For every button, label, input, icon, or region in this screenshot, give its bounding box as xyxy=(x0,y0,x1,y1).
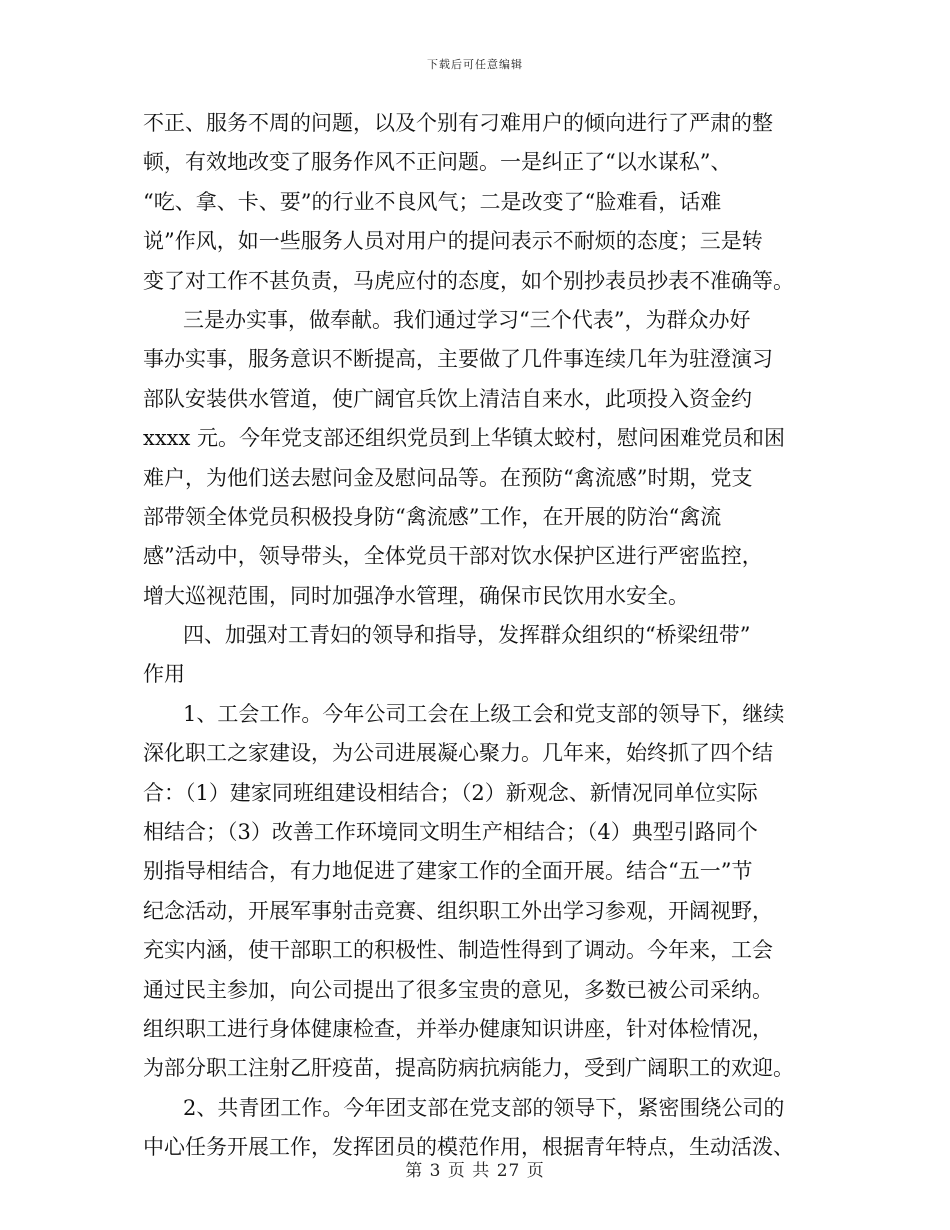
text-line: 相结合；（3）改善工作环境同文明生产相结合；（4）典型引路同个 xyxy=(143,820,758,845)
text-line: 通过民主参加，向公司提出了很多宝贵的意见，多数已被公司采纳。 xyxy=(143,977,773,1002)
text-line: 合：（1）建家同班组建设相结合；（2）新观念、新情况同单位实际 xyxy=(143,780,758,805)
text-line: 部队安装供水管道，使广阔官兵饮上清洁自来水，此项投入资金约 xyxy=(143,386,752,411)
text-line: 说”作风，如一些服务人员对用户的提问表示不耐烦的态度；三是转 xyxy=(143,229,763,254)
text-line: 组织职工进行身体健康检查，并举办健康知识讲座，针对体检情况， xyxy=(143,1016,773,1041)
text-line: 难户，为他们送去慰问金及慰问品等。在预防“禽流感”时期，党支 xyxy=(143,465,753,490)
text-line: 别指导相结合，有力地促进了建家工作的全面开展。结合“五一”节 xyxy=(143,859,753,884)
text-line: 顿，有效地改变了服务作风不正问题。一是纠正了“以水谋私”、 xyxy=(143,150,732,175)
page-number-footer: 第 3 页 共 27 页 xyxy=(405,1161,545,1181)
text-line: 事办实事，服务意识不断提高，主要做了几件事连续几年为驻澄演习 xyxy=(143,347,773,372)
section-heading-line: 作用 xyxy=(143,662,185,687)
text-line: “吃、拿、卡、要”的行业不良风气；二是改变了“脸难看，话难 xyxy=(143,189,722,214)
document-body xyxy=(143,104,813,1168)
paragraph-start-line: 2、共青团工作。今年团支部在党支部的领导下，紧密围绕公司的 xyxy=(183,1095,785,1120)
text-line: xxxx 元。今年党支部还组织党员到上华镇太蛟村，慰问困难党员和困 xyxy=(143,426,786,451)
text-line: 部带领全体党员积极投身防“禽流感”工作，在开展的防治“禽流 xyxy=(143,504,722,529)
text-line: 纪念活动，开展军事射击竞赛、组织职工外出学习参观，开阔视野， xyxy=(143,898,773,923)
paragraph-start-line: 1、工会工作。今年公司工会在上级工会和党支部的领导下，继续 xyxy=(183,701,785,726)
text-line: 增大巡视范围，同时加强净水管理，确保市民饮用水安全。 xyxy=(143,583,689,608)
text-line: 深化职工之家建设，为公司进展凝心聚力。几年来，始终抓了四个结 xyxy=(143,741,773,766)
text-line: 为部分职工注射乙肝疫苗，提高防病抗病能力，受到广阔职工的欢迎。 xyxy=(143,1056,794,1081)
section-heading-line: 四、加强对工青妇的领导和指导，发挥群众组织的“桥梁纽带” xyxy=(183,623,751,648)
page-header-note: 下载后可任意编辑 xyxy=(427,58,523,71)
text-line: 不正、服务不周的问题，以及个别有刁难用户的倾向进行了严肃的整 xyxy=(143,111,773,135)
text-line: 变了对工作不甚负责，马虎应付的态度，如个别抄表员抄表不准确等。 xyxy=(143,268,794,293)
text-line: 中心任务开展工作，发挥团员的模范作用，根据青年特点，生动活泼、 xyxy=(143,1135,794,1160)
text-line: 充实内涵，使干部职工的积极性、制造性得到了调动。今年来，工会 xyxy=(143,938,773,963)
text-line: 感”活动中，领导带头，全体党员干部对饮水保护区进行严密监控， xyxy=(143,544,763,569)
paragraph-start-line: 三是办实事，做奉献。我们通过学习“三个代表”，为群众办好 xyxy=(183,307,751,332)
